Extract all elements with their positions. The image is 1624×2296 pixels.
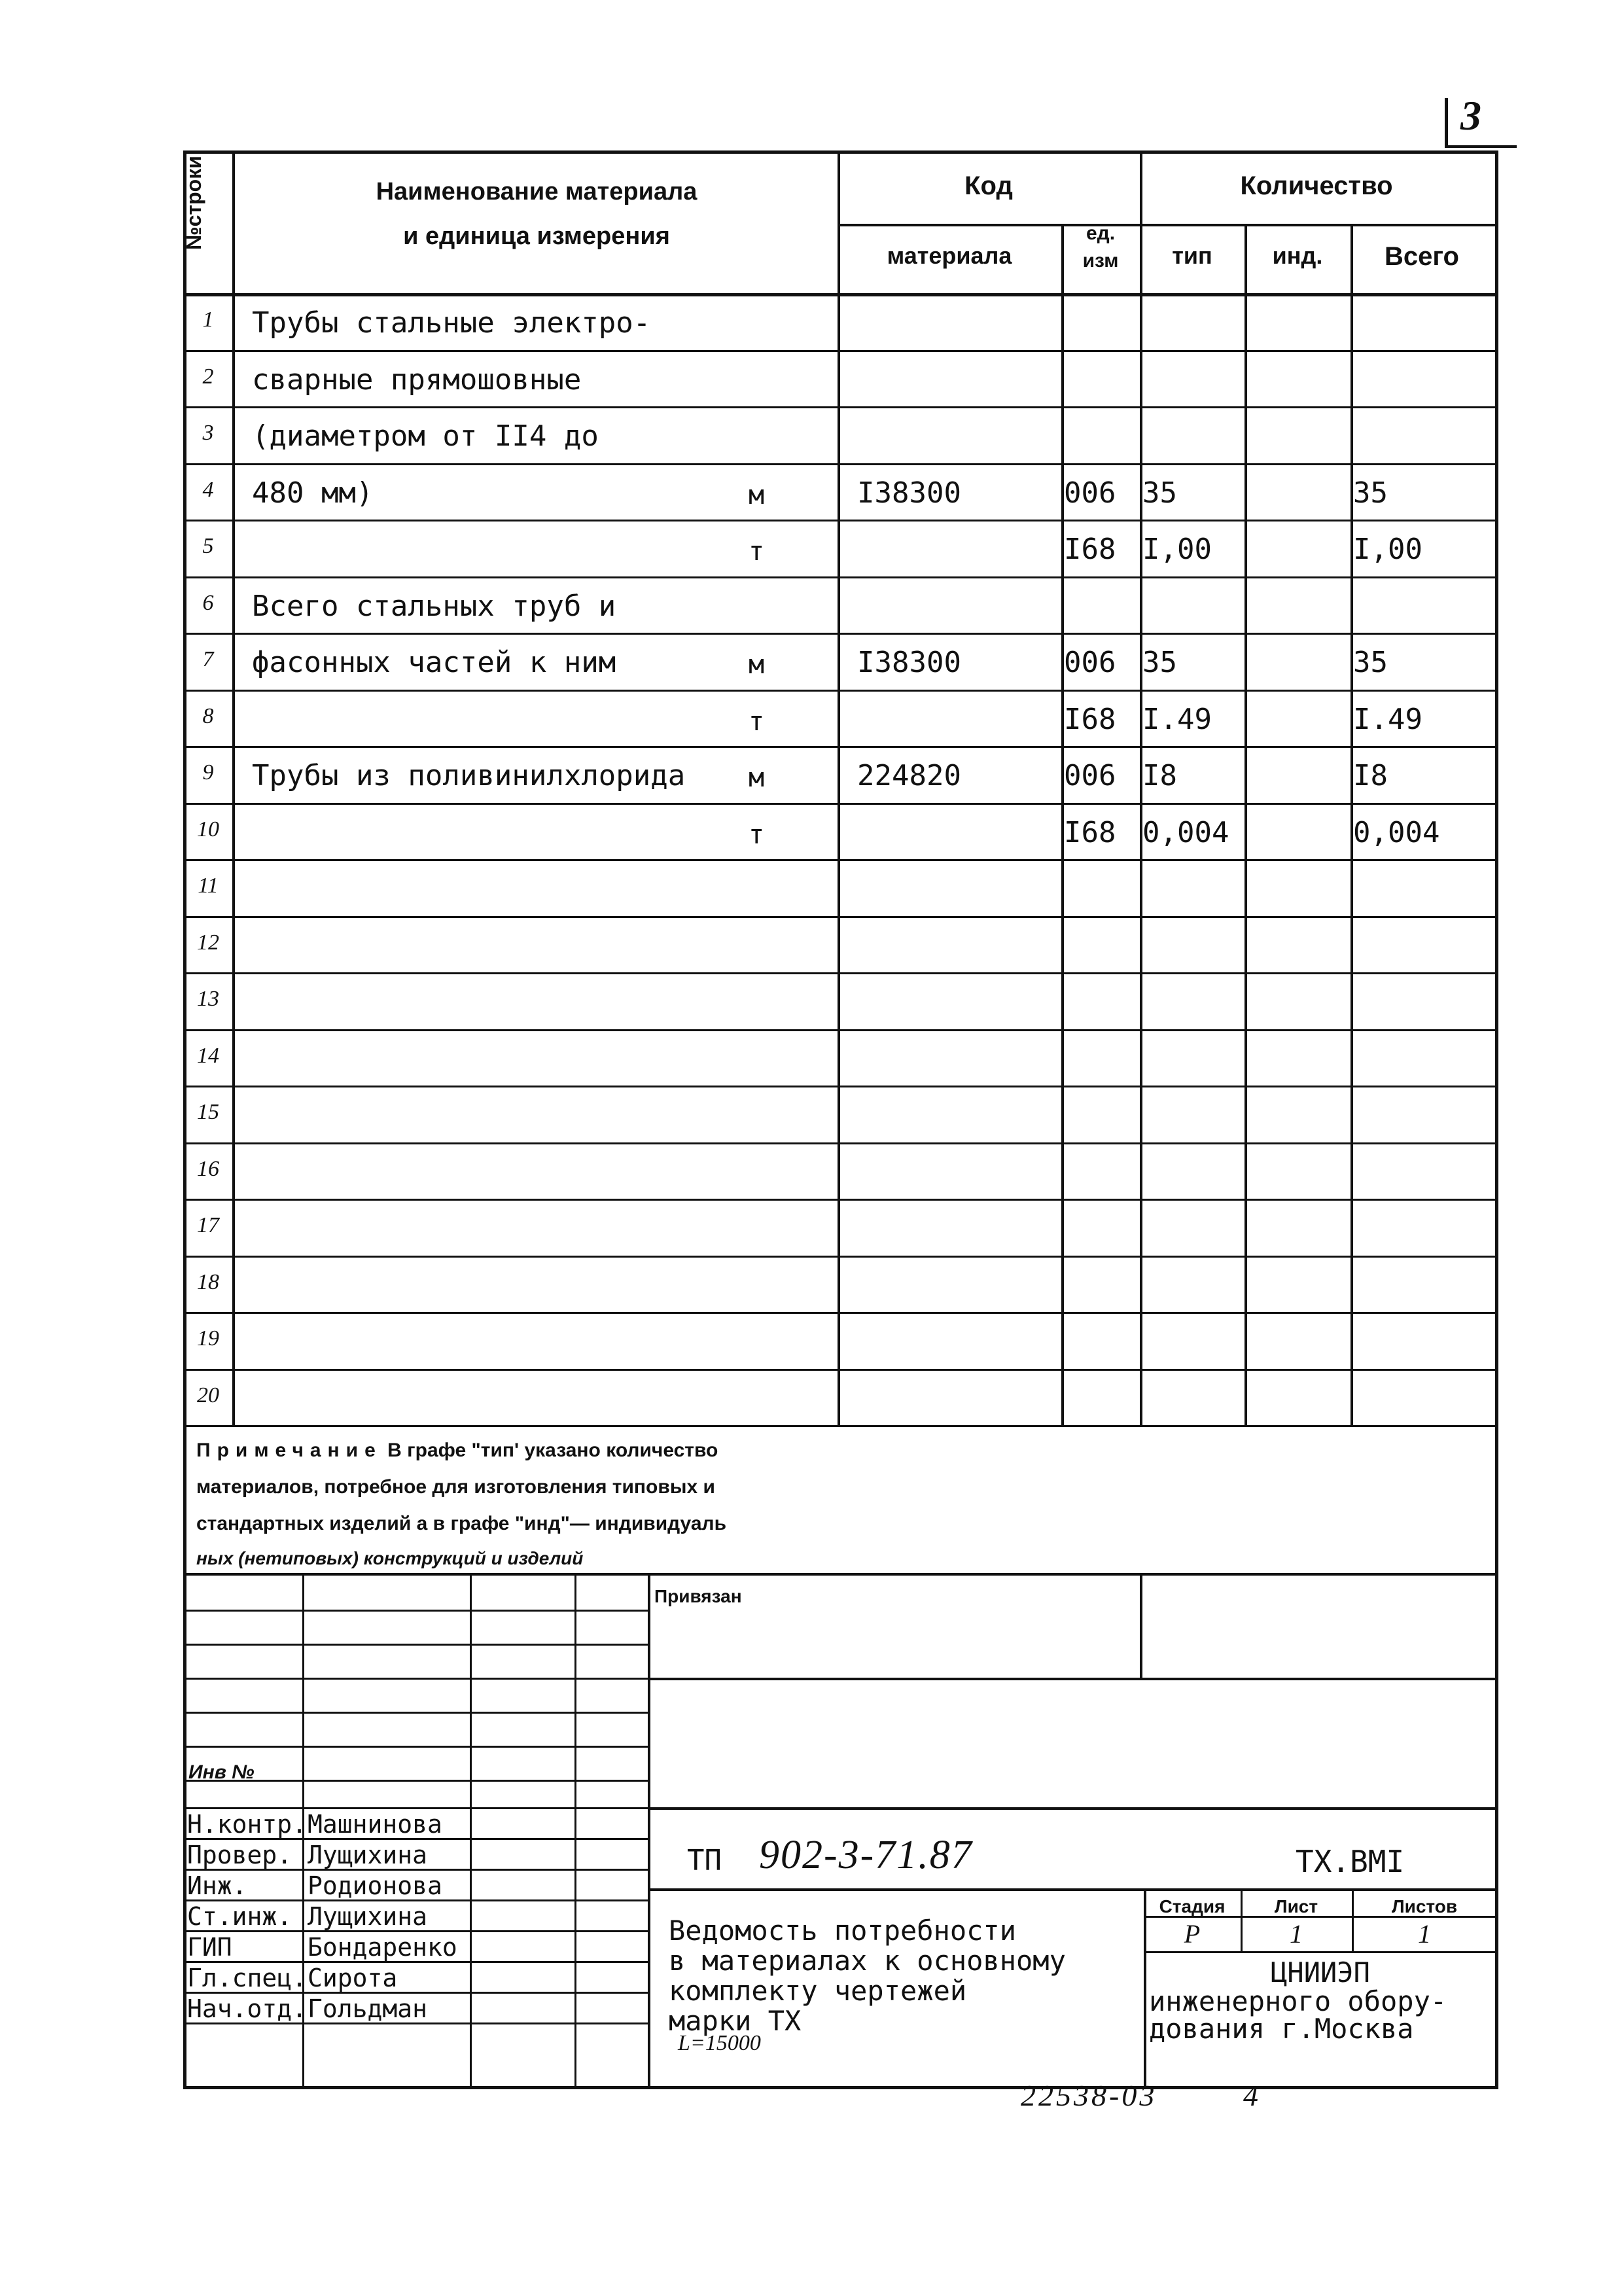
- title-top-line: [648, 1807, 1498, 1810]
- org-line2: инженерного обору-: [1149, 1985, 1447, 2017]
- cell-qty-type: I8: [1142, 759, 1177, 792]
- row-line: [183, 859, 1498, 861]
- cell-material-code: 224820: [857, 759, 961, 792]
- stamp-row-line: [183, 1712, 648, 1714]
- cell-material-code: I38300: [857, 476, 961, 510]
- cell-unit: м: [749, 763, 765, 793]
- row-line: [183, 746, 1498, 748]
- header-code: Код: [964, 171, 1013, 200]
- stage-label: Стадия: [1159, 1896, 1226, 1916]
- privyazan-bottom: [648, 1678, 1498, 1680]
- signature-name: Лущихина: [308, 1902, 428, 1931]
- signature-role: Провер.: [187, 1841, 292, 1869]
- row-line: [183, 1199, 1498, 1201]
- header-code-material: материала: [887, 242, 1012, 269]
- cell-qty-type: 0,004: [1142, 815, 1229, 849]
- signature-role: Инж.: [187, 1871, 247, 1900]
- header-code-unit-1: ед.: [1086, 222, 1116, 244]
- cell-name: фасонных частей к ним: [252, 646, 616, 679]
- title-line2: в материалах к основному: [669, 1945, 1066, 1977]
- signature-name: Родионова: [308, 1871, 442, 1900]
- signature-role: Нач.отд.: [187, 1994, 308, 2023]
- stamp-column-line: [574, 1573, 576, 2087]
- row-line: [183, 406, 1498, 408]
- sheet-value: 1: [1290, 1919, 1303, 1949]
- signature-role: Н.контр.: [187, 1810, 308, 1839]
- header-bottom-border: [183, 293, 1498, 296]
- row-line: [183, 520, 1498, 521]
- row-number: 16: [197, 1156, 219, 1181]
- privyazan-divider: [1140, 1573, 1142, 1678]
- cell-unit-code: 006: [1064, 759, 1116, 792]
- note: [196, 1439, 718, 1462]
- signature-name: Бондаренко: [308, 1933, 457, 1962]
- cell-name: Всего стальных труб и: [252, 589, 616, 623]
- header-row-number: №строки: [182, 156, 205, 250]
- header-quantity: Количество: [1240, 171, 1393, 200]
- org-line: [1144, 1951, 1498, 1953]
- row-number: 6: [202, 590, 214, 615]
- row-line: [183, 1369, 1498, 1371]
- privyazan-label: Привязан: [654, 1586, 742, 1606]
- cell-qty-total: 35: [1353, 646, 1388, 679]
- org-line3: дования г.Москва: [1149, 2013, 1414, 2045]
- stamp-row-line: [183, 1807, 648, 1809]
- cell-name: (диаметром от II4 до: [252, 419, 599, 453]
- row-line: [183, 690, 1498, 692]
- signature-name: Лущихина: [308, 1841, 428, 1869]
- archive-sheet: 4: [1243, 2079, 1258, 2112]
- header-code-unit-2: изм: [1082, 250, 1119, 272]
- cell-unit: м: [749, 480, 765, 510]
- inv-number-label: Инв №: [188, 1761, 255, 1783]
- stamp-row-line: [183, 1644, 648, 1646]
- row-line: [183, 803, 1498, 805]
- row-line: [183, 1256, 1498, 1258]
- signature-name: Сирота: [308, 1964, 398, 1992]
- table-right-border: [1495, 150, 1498, 2087]
- cell-unit: т: [749, 537, 765, 567]
- note-line3: стандартных изделий а в графе "инд"— индивидуаль: [196, 1513, 727, 1534]
- row-line: [183, 1029, 1498, 1031]
- row-number: 7: [202, 647, 214, 671]
- row-number: 12: [197, 930, 219, 955]
- note-line1: В графе "тип' указано количество: [381, 1439, 718, 1461]
- note-bottom-border: [183, 1573, 1498, 1576]
- doc-mark: ТХ.ВМI: [1296, 1844, 1405, 1879]
- cell-qty-total: 35: [1353, 476, 1388, 510]
- cell-unit-code: 006: [1064, 476, 1116, 510]
- title-line1: Ведомость потребности: [669, 1915, 1017, 1947]
- row-number: 15: [197, 1100, 219, 1124]
- doc-code: ТП: [687, 1844, 722, 1877]
- cell-unit-code: I68: [1064, 533, 1116, 566]
- row-line: [183, 463, 1498, 465]
- signature-name: Гольдман: [308, 1994, 428, 2023]
- row-number: 1: [202, 308, 214, 332]
- cell-name: Трубы стальные электро-: [252, 306, 651, 340]
- cell-qty-type: I,00: [1142, 533, 1212, 566]
- title-line4: марки ТХ: [669, 2005, 802, 2037]
- archive-number: 22538-03: [1021, 2079, 1157, 2112]
- row-line: [183, 1425, 1498, 1427]
- row-number: 2: [202, 364, 214, 389]
- signature-name: Машнинова: [308, 1810, 442, 1839]
- signature-role: Ст.инж.: [187, 1902, 292, 1931]
- note-label: Примечание: [196, 1439, 382, 1461]
- row-number: 14: [197, 1043, 219, 1068]
- row-number: 20: [197, 1383, 219, 1407]
- cell-unit-code: I68: [1064, 702, 1116, 736]
- cell-material-code: I38300: [857, 646, 961, 679]
- title-mid-line: [648, 1888, 1498, 1891]
- cell-name: Трубы из поливинилхлорида: [252, 759, 686, 792]
- row-line: [183, 576, 1498, 578]
- row-number: 3: [202, 421, 214, 445]
- cell-qty-total: I,00: [1353, 533, 1422, 566]
- column-line: [1244, 224, 1247, 1425]
- row-number: 19: [197, 1326, 219, 1351]
- column-line: [838, 150, 840, 1425]
- signature-role: ГИП: [187, 1933, 232, 1962]
- row-line: [183, 916, 1498, 918]
- row-line: [183, 633, 1498, 635]
- row-line: [183, 1312, 1498, 1314]
- cell-qty-type: 35: [1142, 646, 1177, 679]
- header-subdivider: [838, 224, 1498, 226]
- header-qty-type: тип: [1172, 242, 1212, 269]
- stamp-divider: [648, 1573, 650, 2087]
- stage-value: Р: [1184, 1919, 1201, 1949]
- cell-qty-type: 35: [1142, 476, 1177, 510]
- stamp-row-line: [183, 1610, 648, 1612]
- row-line: [183, 350, 1498, 352]
- cell-qty-total: I.49: [1353, 702, 1422, 736]
- column-line: [232, 150, 235, 1425]
- header-name-line2: и единица измерения: [403, 222, 670, 250]
- cell-name: сварные прямошовные: [252, 362, 582, 397]
- stamp-column-line: [470, 1573, 472, 2087]
- stamp-row-line: [183, 1746, 648, 1748]
- row-number: 11: [198, 874, 219, 898]
- header-name-line1: Наименование материала: [376, 178, 697, 205]
- signature-role: Гл.спец.: [187, 1964, 308, 1992]
- page-number: 3: [1460, 92, 1481, 139]
- row-line: [183, 1142, 1498, 1144]
- table-top-border: [183, 150, 1498, 154]
- header-qty-total: Всего: [1385, 242, 1459, 271]
- stamp-row-line: [183, 1678, 648, 1680]
- row-number: 8: [202, 703, 214, 728]
- row-number: 10: [197, 817, 219, 841]
- row-line: [183, 972, 1498, 974]
- row-number: 13: [197, 987, 219, 1011]
- row-line: [183, 1086, 1498, 1087]
- cell-qty-type: I.49: [1142, 702, 1212, 736]
- row-number: 5: [202, 534, 214, 558]
- cell-unit: т: [749, 819, 765, 850]
- row-number: 18: [197, 1269, 219, 1294]
- cell-qty-total: 0,004: [1353, 815, 1440, 849]
- note-line4: ных (нетиповых) конструкций и изделий: [196, 1548, 584, 1568]
- cell-qty-total: I8: [1353, 759, 1388, 792]
- title-line3: комплекту чертежей: [669, 1975, 967, 2007]
- row-number: 4: [202, 477, 214, 502]
- doc-number: 902-3-71.87: [759, 1833, 973, 1877]
- cell-unit: м: [749, 650, 765, 680]
- sheets-label: Листов: [1391, 1896, 1458, 1916]
- cell-name: 480 мм): [252, 476, 374, 510]
- org-line1: ЦНИИЭП: [1271, 1956, 1370, 1988]
- cell-unit: т: [749, 706, 765, 737]
- sheet-label: Лист: [1274, 1896, 1318, 1916]
- title-line5: L=15000: [678, 2031, 761, 2055]
- cell-unit-code: 006: [1064, 646, 1116, 679]
- cell-unit-code: I68: [1064, 815, 1116, 849]
- row-number: 9: [202, 760, 214, 785]
- header-qty-ind: инд.: [1272, 242, 1323, 269]
- sheets-value: 1: [1418, 1919, 1431, 1949]
- stamp-bottom-border: [183, 2086, 1498, 2089]
- note-line2: материалов, потребное для изготовления типовых и: [196, 1476, 715, 1498]
- row-number: 17: [197, 1213, 219, 1237]
